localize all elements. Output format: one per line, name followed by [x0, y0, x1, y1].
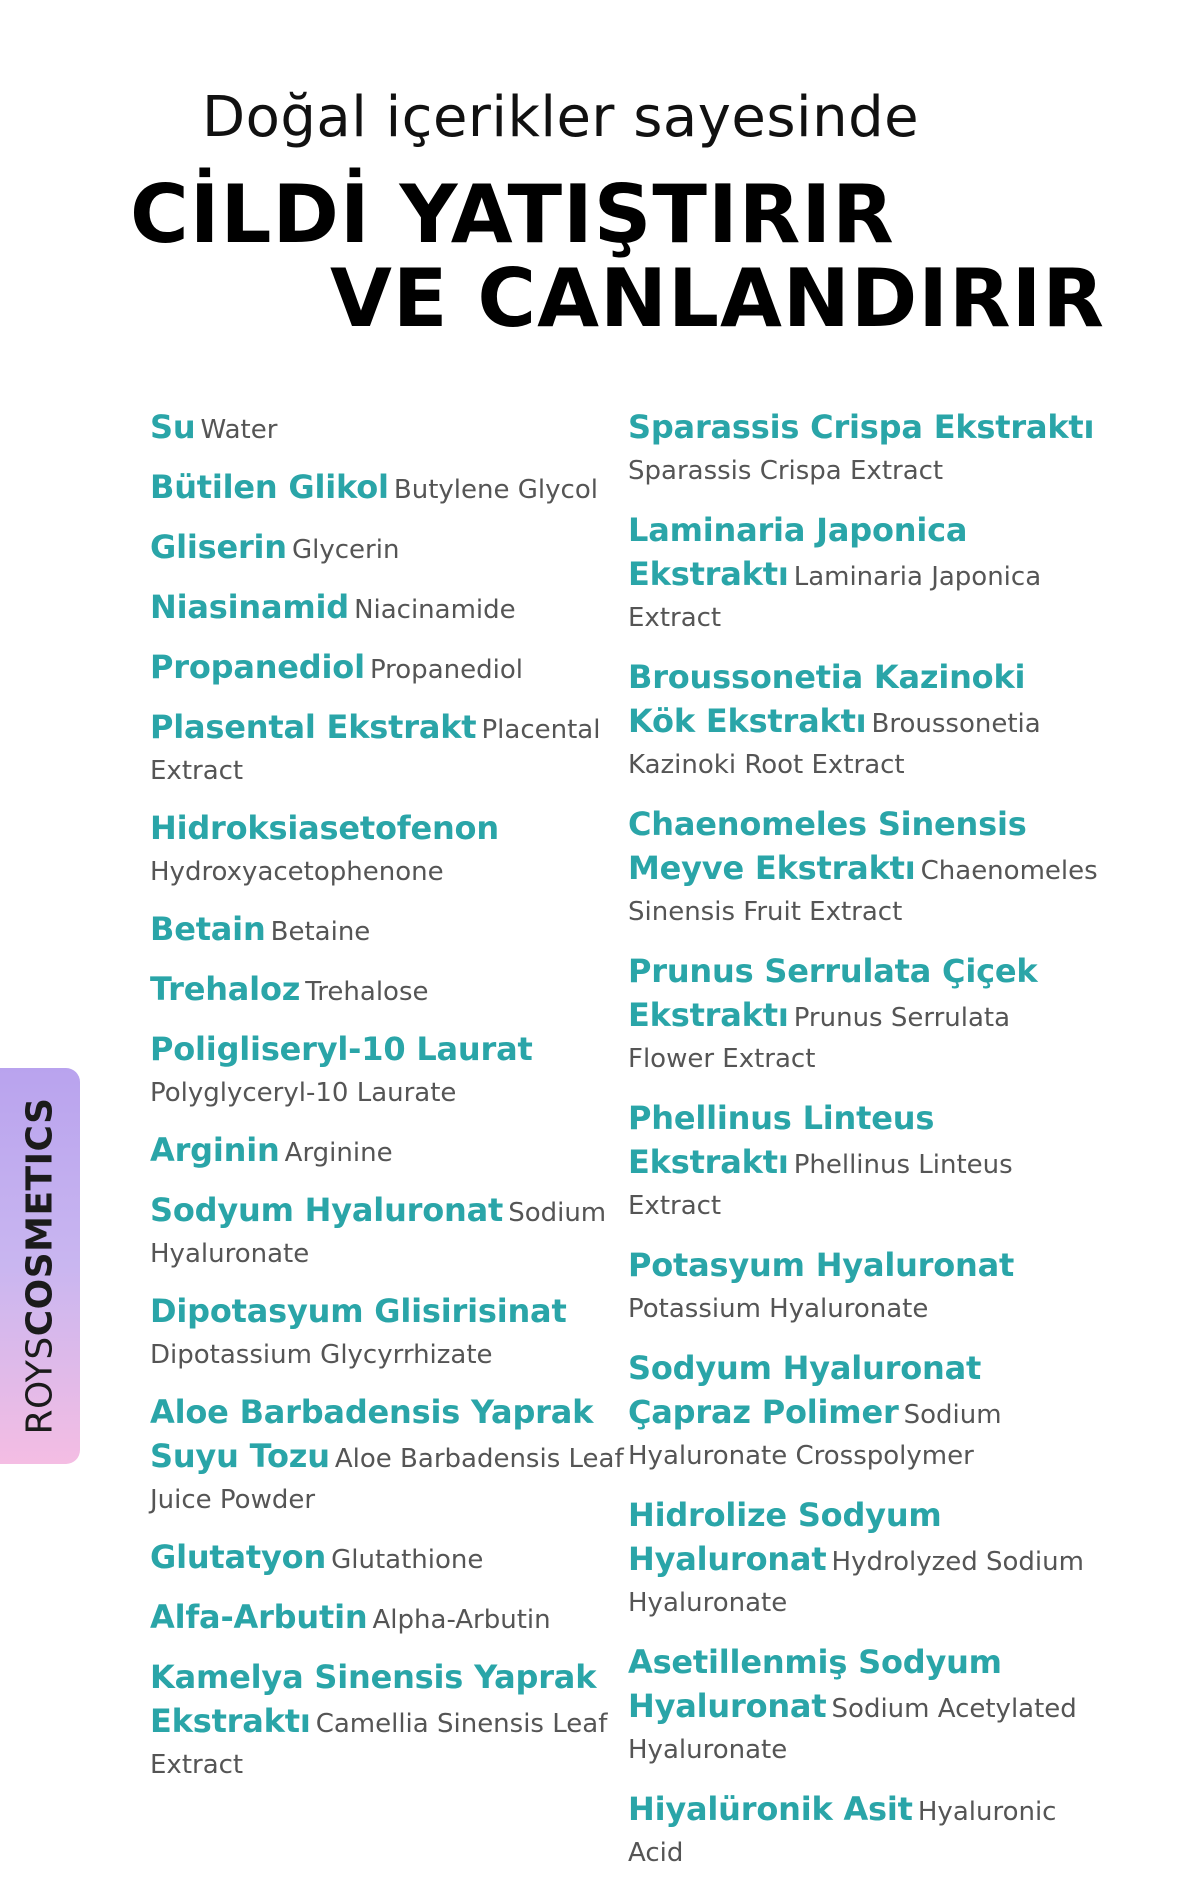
ingredient-name-en: Sodium Acetylated Hyaluronate — [628, 1694, 1077, 1765]
ingredient-name-en: Sparassis Crispa Extract — [628, 456, 944, 486]
ingredient-name-tr: Broussonetia Kazinoki Kök Ekstraktı — [628, 658, 1026, 740]
ingredient-item — [628, 1496, 1098, 1625]
ingredient-name-en: Prunus Serrulata Flower Extract — [628, 1003, 1011, 1074]
ingredient-name-tr: Arginin — [150, 1131, 280, 1169]
ingredient-item — [150, 1131, 630, 1175]
ingredient-name-en: Hydroxyacetophenone — [150, 857, 444, 887]
ingredient-item — [628, 1790, 1098, 1875]
ingredient-name-en: Butylene Glycol — [393, 475, 598, 505]
ingredient-name-tr: Hidroksiasetofenon — [150, 809, 499, 847]
ingredient-name-en: Placental Extract — [150, 715, 601, 786]
ingredient-name-tr: Betain — [150, 910, 266, 948]
ingredient-name-tr: Bütilen Glikol — [150, 468, 389, 506]
ingredient-name-tr: Dipotasyum Glisirisinat — [150, 1292, 567, 1330]
ingredient-name-tr: Potasyum Hyaluronat — [628, 1246, 1015, 1284]
ingredient-name-en: Niacinamide — [354, 595, 516, 625]
headline-title-line-1: CİLDİ YATIŞTIRIR — [130, 168, 895, 261]
ingredient-name-tr: Kamelya Sinensis Yaprak Ekstraktı — [150, 1658, 597, 1740]
ingredient-name-tr: Aloe Barbadensis Yaprak Suyu Tozu — [150, 1393, 594, 1475]
headline-subtitle: Doğal içerikler sayesinde — [202, 85, 920, 150]
ingredient-item — [628, 952, 1098, 1081]
ingredient-name-tr: Trehaloz — [150, 970, 301, 1008]
ingredient-name-tr: Prunus Serrulata Çiçek Ekstraktı — [628, 952, 1038, 1034]
ingredient-item — [628, 658, 1098, 787]
ingredient-item — [150, 528, 630, 572]
ingredient-item — [150, 1393, 630, 1522]
ingredient-name-en: Propanediol — [369, 655, 523, 685]
ingredient-item — [628, 1246, 1098, 1331]
brand-logo — [20, 1097, 61, 1434]
ingredient-name-en: Glutathione — [331, 1545, 484, 1575]
ingredient-item — [150, 910, 630, 954]
ingredient-item — [150, 588, 630, 632]
ingredient-name-en: Arginine — [284, 1138, 393, 1168]
ingredient-name-tr: Propanediol — [150, 648, 365, 686]
ingredient-item — [150, 809, 630, 894]
ingredient-name-tr: Sodyum Hyaluronat Çapraz Polimer — [628, 1349, 982, 1431]
ingredient-name-tr: Phellinus Linteus Ekstraktı — [628, 1099, 935, 1181]
ingredient-name-en: Hydrolyzed Sodium Hyaluronate — [628, 1547, 1084, 1618]
ingredient-name-en: Dipotassium Glycyrrhizate — [150, 1340, 493, 1370]
ingredient-item — [628, 1643, 1098, 1772]
ingredient-name-en: Hyaluronic Acid — [628, 1797, 1057, 1868]
ingredient-name-tr: Asetillenmiş Sodyum Hyaluronat — [628, 1643, 1002, 1725]
ingredient-name-en: Broussonetia Kazinoki Root Extract — [628, 709, 1041, 780]
ingredient-item — [628, 408, 1098, 493]
brand-name-part-2: COSMETICS — [19, 1097, 61, 1337]
ingredient-name-en: Phellinus Linteus Extract — [628, 1150, 1013, 1221]
ingredient-name-en: Sodium Hyaluronate Crosspolymer — [628, 1400, 1002, 1471]
ingredient-item — [628, 1349, 1098, 1478]
ingredients-column-right — [628, 408, 1098, 1893]
ingredients-column-left — [150, 408, 630, 1803]
ingredient-name-tr: Niasinamid — [150, 588, 349, 626]
ingredient-name-tr: Glutatyon — [150, 1538, 327, 1576]
ingredient-name-en: Chaenomeles Sinensis Fruit Extract — [628, 856, 1098, 927]
ingredient-name-en: Camellia Sinensis Leaf Extract — [150, 1709, 608, 1780]
ingredient-item — [150, 1658, 630, 1787]
ingredient-item — [150, 408, 630, 452]
ingredient-item — [150, 1292, 630, 1377]
ingredient-name-tr: Chaenomeles Sinensis Meyve Ekstraktı — [628, 805, 1027, 887]
ingredient-name-en: Aloe Barbadensis Leaf Juice Powder — [150, 1444, 624, 1515]
ingredient-name-en: Betaine — [270, 917, 371, 947]
ingredient-name-tr: Plasental Ekstrakt — [150, 708, 477, 746]
ingredient-item — [150, 1538, 630, 1582]
ingredient-item — [150, 1030, 630, 1115]
ingredient-item — [628, 1099, 1098, 1228]
ingredient-item — [150, 1191, 630, 1276]
ingredient-name-tr: Sparassis Crispa Ekstraktı — [628, 408, 1095, 446]
ingredient-item — [628, 805, 1098, 934]
ingredient-name-en: Alpha-Arbutin — [372, 1605, 551, 1635]
ingredient-name-en: Trehalose — [305, 977, 429, 1007]
headline-title-line-2: VE CANLANDIRIR — [330, 252, 1105, 345]
ingredient-name-tr: Hidrolize Sodyum Hyaluronat — [628, 1496, 942, 1578]
ingredient-name-en: Sodium Hyaluronate — [150, 1198, 607, 1269]
ingredient-item — [150, 468, 630, 512]
ingredient-name-tr: Poligliseryl-10 Laurat — [150, 1030, 533, 1068]
ingredient-name-tr: Hiyalüronik Asit — [628, 1790, 913, 1828]
ingredient-item — [150, 648, 630, 692]
ingredient-name-tr: Sodyum Hyaluronat — [150, 1191, 504, 1229]
ingredient-name-tr: Su — [150, 408, 196, 446]
ingredient-name-en: Laminaria Japonica Extract — [628, 562, 1042, 633]
ingredient-item — [150, 708, 630, 793]
ingredient-name-tr: Gliserin — [150, 528, 287, 566]
ingredient-name-en: Polyglyceryl-10 Laurate — [150, 1078, 457, 1108]
brand-name-part-1: ROYS — [19, 1336, 61, 1435]
ingredient-name-en: Glycerin — [291, 535, 400, 565]
ingredient-name-tr: Laminaria Japonica Ekstraktı — [628, 511, 968, 593]
ingredient-item — [628, 511, 1098, 640]
ingredient-name-tr: Alfa-Arbutin — [150, 1598, 368, 1636]
brand-side-tab — [0, 1068, 80, 1464]
ingredient-name-en: Potassium Hyaluronate — [628, 1294, 929, 1324]
ingredient-item — [150, 1598, 630, 1642]
ingredient-item — [150, 970, 630, 1014]
ingredient-name-en: Water — [200, 415, 278, 445]
